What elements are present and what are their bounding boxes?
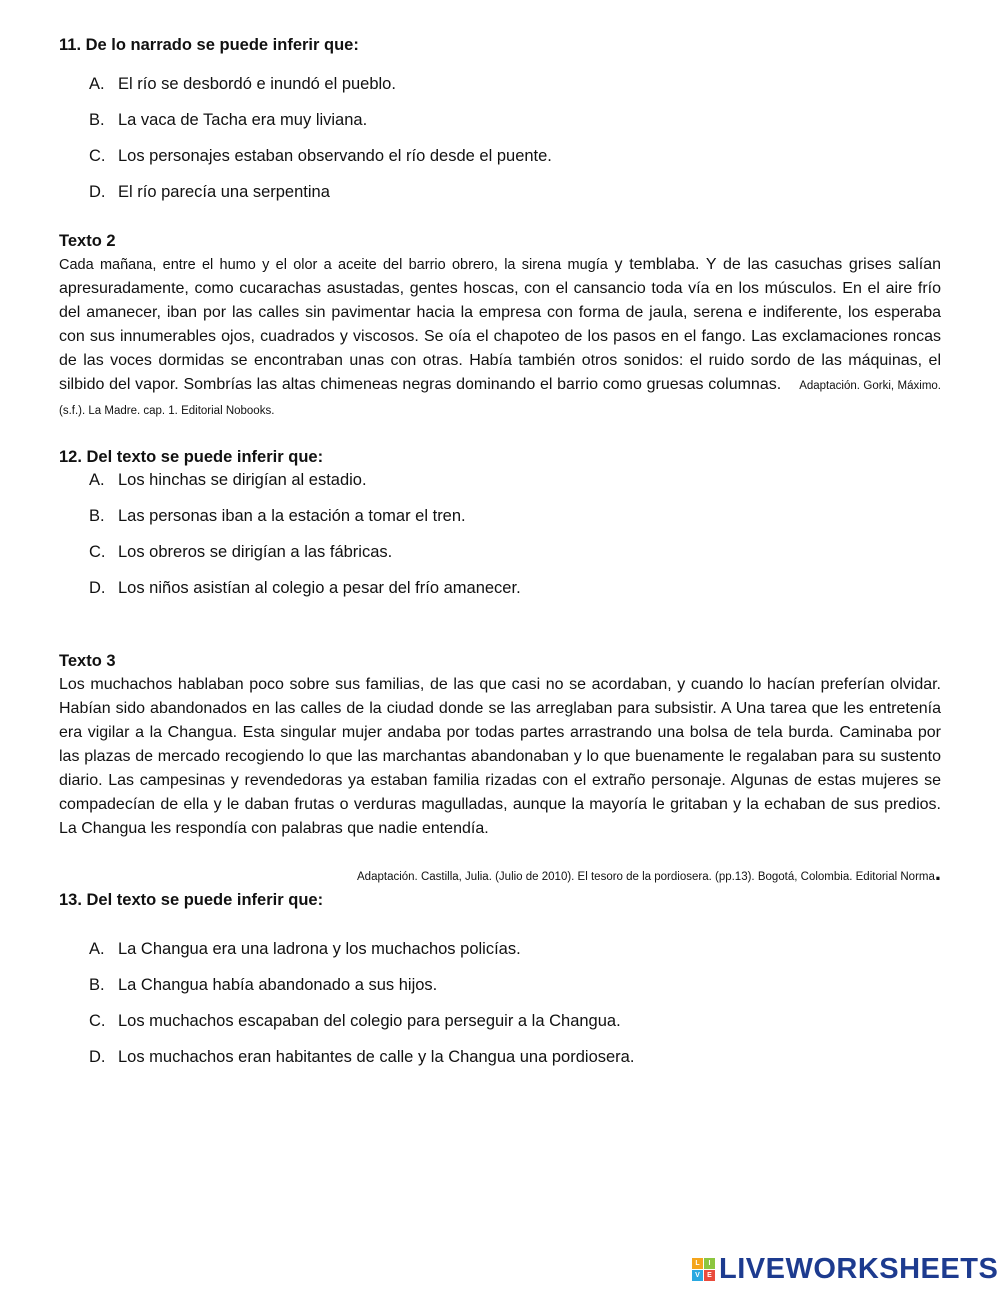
option-letter: A. — [89, 471, 105, 489]
question-13-title: 13. Del texto se puede inferir que: — [59, 891, 324, 909]
logo-tile-i: I — [704, 1258, 715, 1269]
option-letter: B. — [89, 111, 105, 129]
texto-3-passage: Los muchachos hablaban poco sobre sus familias, de las que casi no se acordaban, y cuando lo hacían preferían olvidar. Habían sido abandonados en las calles de la ciudad donde se las arreglaban para subsistir. A Una tarea que les entretenía era vigilar a la Changua. Esta singular mujer andaba por todas partes arrastrando una bolsa de tela burda. Caminaba por las plazas de mercado recogiendo lo que las marchantas abandonaban y lo que buenamente le regalaban para su sustento diario. Las campesinas y revendedoras ya estaban familia rizadas con el extraño personaje. Algunas de estas mujeres se compadecían de ella y le daban frutas o verduras magulladas, aunque la mayoría le gritaban y la echaban de sus predios. La Changua les respondía con palabras que nadie entendía. — [59, 676, 941, 837]
option-letter: C. — [89, 543, 106, 561]
option-letter: D. — [89, 183, 106, 201]
option-letter: C. — [89, 1012, 106, 1030]
option-text: Los niños asistían al colegio a pesar del frío amanecer. — [118, 579, 521, 597]
q12-option-c[interactable] — [89, 541, 392, 563]
passage-body: y temblaba. Y de las casuchas grises salían apresuradamente, como cucarachas asustadas, gentes hoscas, con el cansancio toda vía en los músculos. En el aire frío del amanecer, iban por las calles sin pavimentar hacia la empresa con forma de jaula, serena e indiferente, los esperaba con sus innumerables ojos, cuadrados y viscosos. Se oía el chapoteo de los pasos en el fango. Las exclamaciones roncas de las voces dormidas se encontraban unas con otras. Había también otros sonidos: el ruido sordo de las máquinas, el silbido del vapor. Sombrías las altas chimeneas negras dominando el barrio como gruesas columnas. — [59, 256, 942, 393]
passage-opening: Cada mañana, entre el humo y el olor a aceite del barrio obrero, la sirena mugía — [59, 257, 608, 273]
option-text: Los muchachos escapaban del colegio para perseguir a la Changua. — [118, 1012, 621, 1030]
option-text: Los muchachos eran habitantes de calle y la Changua una pordiosera. — [118, 1048, 635, 1066]
logo-tile-e: E — [704, 1270, 715, 1281]
logo-tile-l: L — [692, 1258, 703, 1269]
q11-option-d[interactable] — [89, 181, 330, 203]
citation-text: Adaptación. Castilla, Julia. (Julio de 2010). El tesoro de la pordiosera. (pp.13). Bogotá, Colombia. Editorial Norma — [357, 871, 935, 883]
q13-option-b[interactable] — [89, 974, 437, 996]
liveworksheets-logo — [692, 1252, 998, 1286]
option-text: La Changua había abandonado a sus hijos. — [118, 976, 438, 994]
option-text: Los obreros se dirigían a las fábricas. — [118, 543, 393, 561]
option-text: La Changua era una ladrona y los muchachos policías. — [118, 940, 521, 958]
q13-option-a[interactable] — [89, 938, 521, 960]
logo-grid-icon — [692, 1258, 715, 1281]
logo-wordmark: LIVEWORKSHEETS — [719, 1252, 999, 1285]
texto-2-title: Texto 2 — [59, 232, 116, 250]
option-letter: B. — [89, 507, 105, 525]
texto-3-citation — [357, 860, 941, 886]
option-text: La vaca de Tacha era muy liviana. — [118, 111, 368, 129]
q11-option-b[interactable] — [89, 109, 367, 131]
texto-3-title: Texto 3 — [59, 652, 116, 670]
q13-option-c[interactable] — [89, 1010, 621, 1032]
texto-2-passage — [59, 253, 941, 423]
option-letter: B. — [89, 976, 105, 994]
question-12-title: 12. Del texto se puede inferir que: — [59, 448, 324, 466]
option-letter: D. — [89, 579, 106, 597]
citation-period: . — [934, 860, 941, 885]
q12-option-b[interactable] — [89, 505, 466, 527]
option-letter: A. — [89, 940, 105, 958]
option-letter: C. — [89, 147, 106, 165]
option-text: Las personas iban a la estación a tomar el tren. — [118, 507, 466, 525]
texto-2-citation: Adaptación. Gorki, Máximo. (s.f.). La Madre. cap. 1. Editorial Nobooks. — [59, 380, 941, 417]
q11-option-c[interactable] — [89, 145, 552, 167]
option-text: El río se desbordó e inundó el pueblo. — [118, 75, 396, 93]
logo-tile-v: V — [692, 1270, 703, 1281]
option-text: El río parecía una serpentina — [118, 183, 330, 201]
q11-option-a[interactable] — [89, 73, 396, 95]
q12-option-a[interactable] — [89, 469, 367, 491]
question-11-title: 11. De lo narrado se puede inferir que: — [59, 36, 359, 54]
q12-option-d[interactable] — [89, 577, 521, 599]
option-text: Los hinchas se dirigían al estadio. — [118, 471, 367, 489]
option-text: Los personajes estaban observando el río desde el puente. — [118, 147, 552, 165]
option-letter: A. — [89, 75, 105, 93]
option-letter: D. — [89, 1048, 106, 1066]
q13-option-d[interactable] — [89, 1046, 634, 1068]
